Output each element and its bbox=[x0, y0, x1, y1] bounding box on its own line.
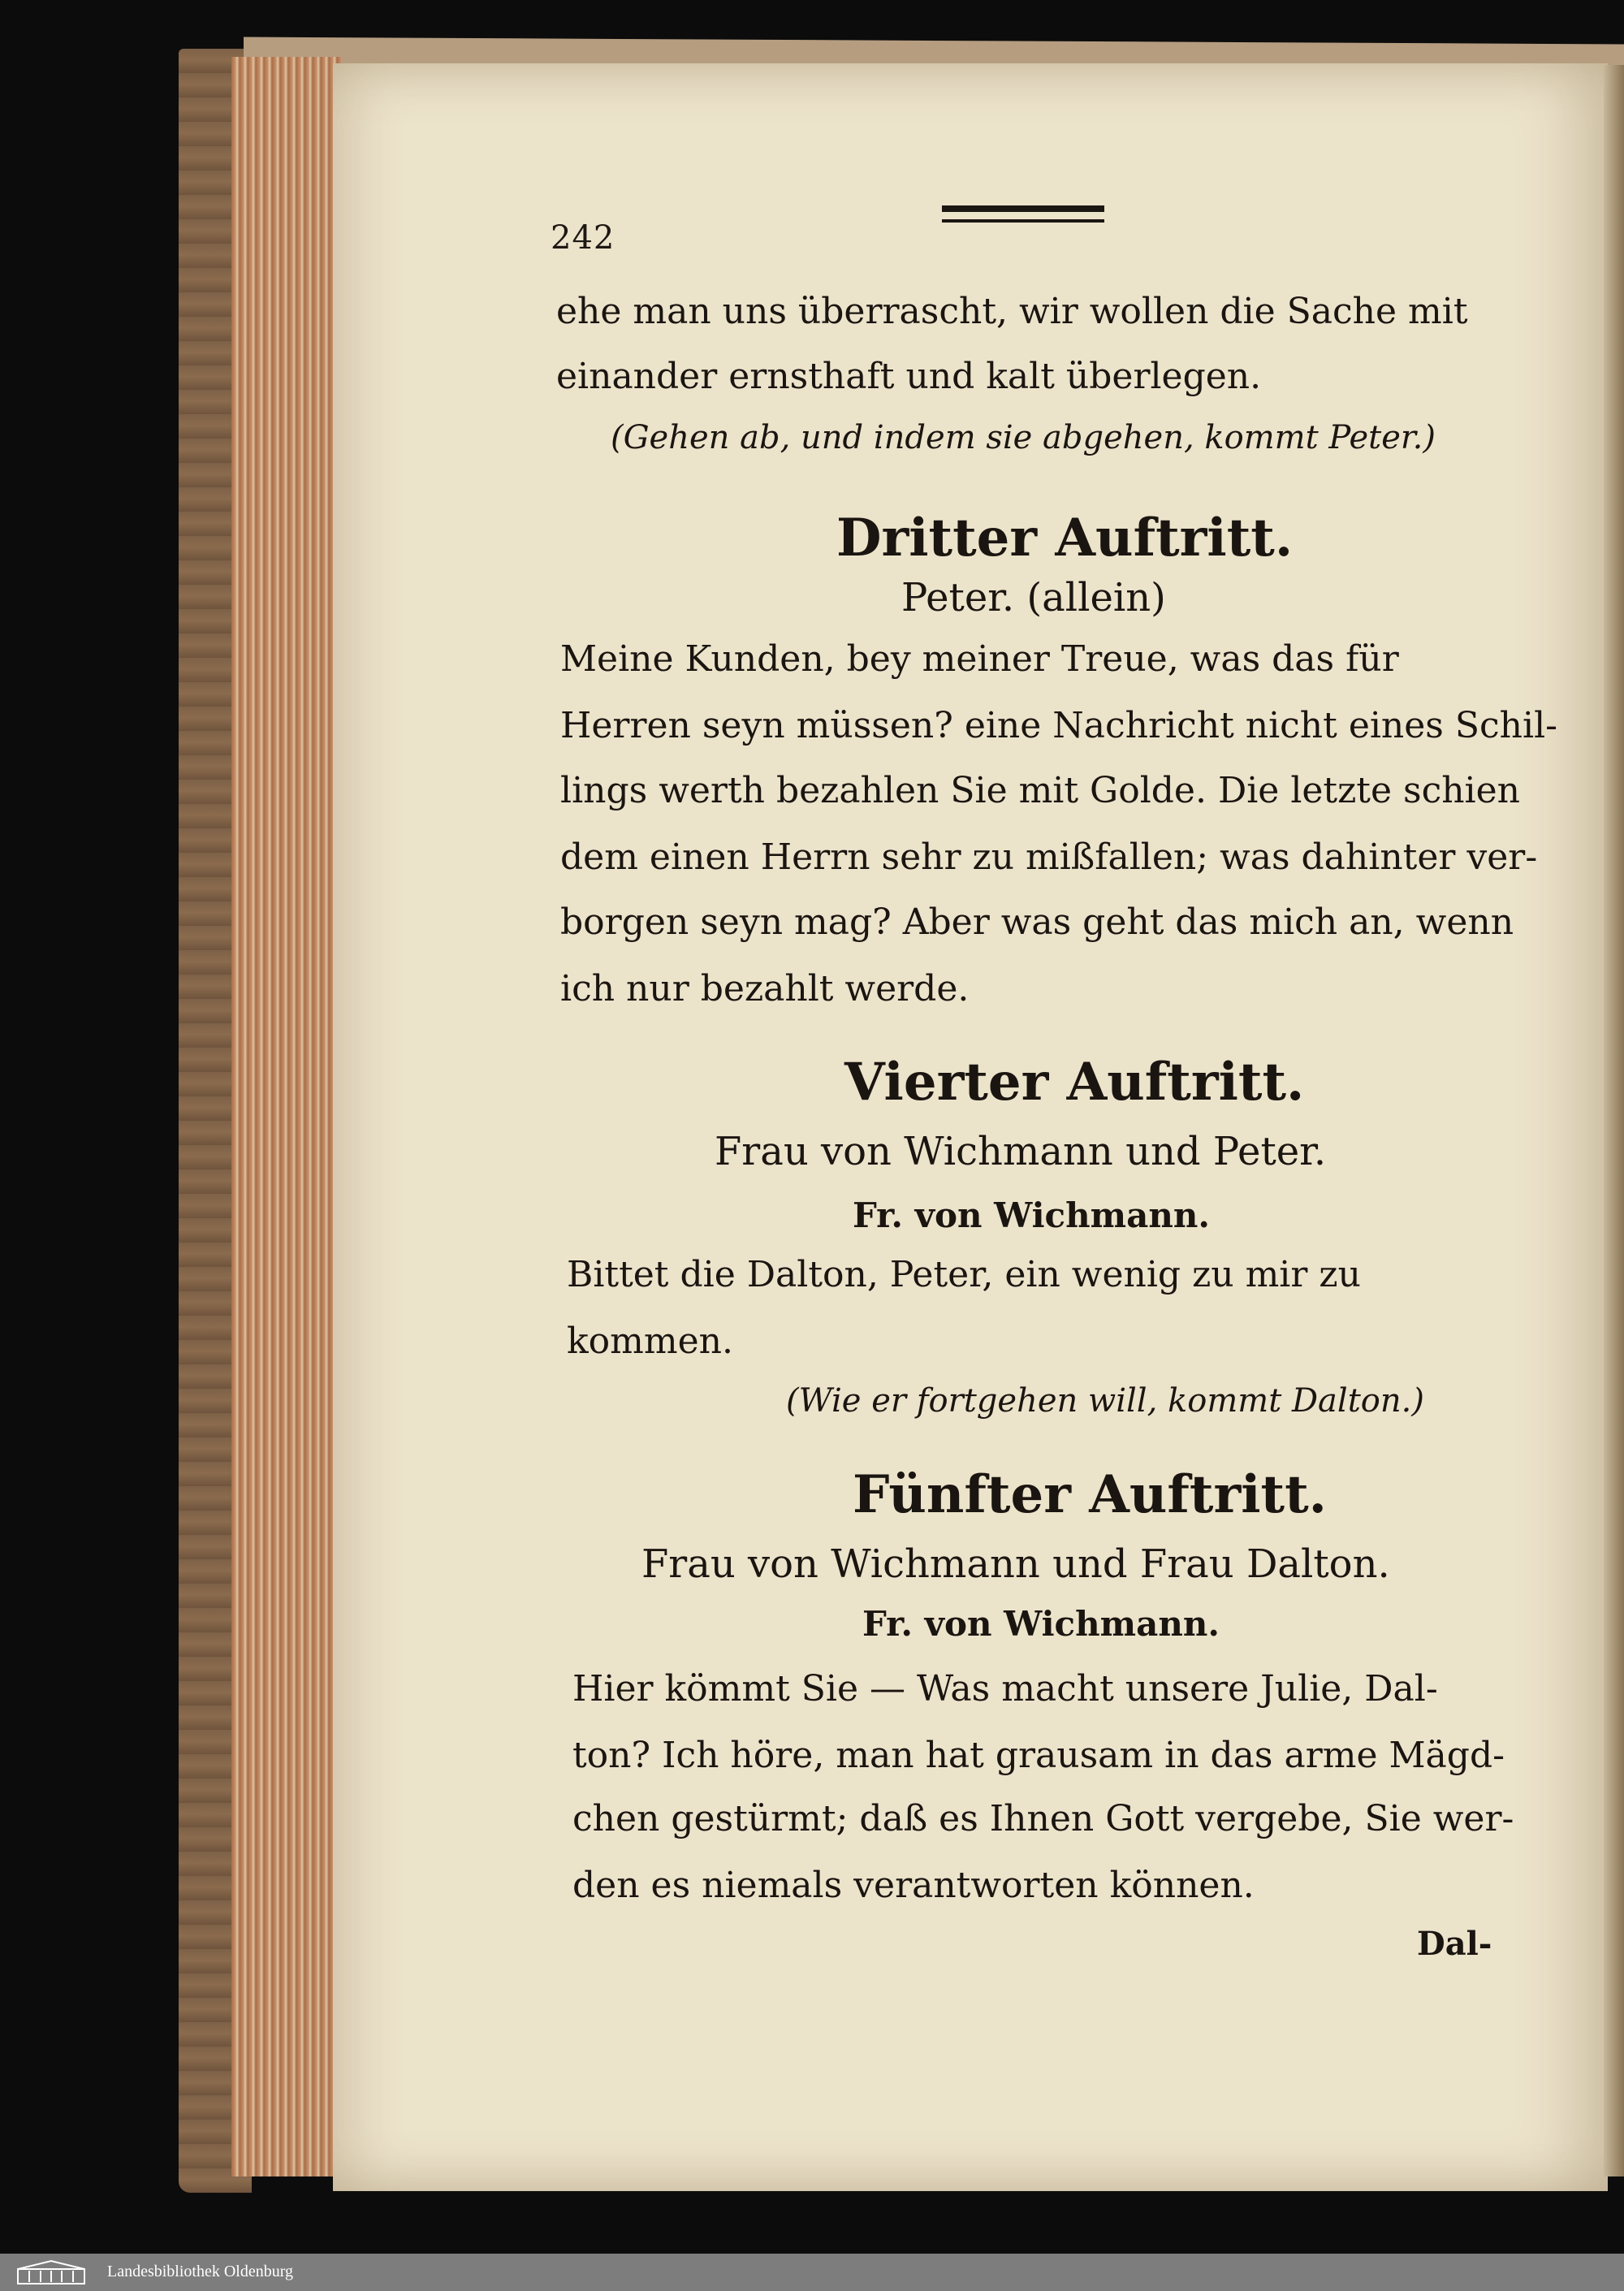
text-line: ehe man uns überrascht, wir wollen die Sache mit bbox=[556, 291, 1468, 332]
stage-direction: (Gehen ab, und indem sie abgehen, kommt Peter.) bbox=[611, 419, 1436, 456]
text-line: den es niemals verantworten können. bbox=[572, 1865, 1255, 1906]
speaker-line: Fr. von Wichmann. bbox=[853, 1195, 1211, 1235]
scene-heading: Vierter Auftritt. bbox=[844, 1052, 1305, 1113]
cast-line: Frau von Wichmann und Peter. bbox=[715, 1129, 1327, 1174]
page-number: 242 bbox=[551, 219, 615, 257]
footer-bar bbox=[0, 2254, 1624, 2291]
text-line: lings werth bezahlen Sie mit Golde. Die letzte schien bbox=[560, 770, 1521, 811]
header-rule-thin bbox=[942, 219, 1104, 223]
text-line: ton? Ich höre, man hat grausam in das arme Mägd- bbox=[572, 1735, 1505, 1776]
text-line: Herren seyn müssen? eine Nachricht nicht eines Schil- bbox=[560, 705, 1558, 746]
header-rule-thick bbox=[942, 205, 1104, 212]
text-line: Meine Kunden, bey meiner Treue, was das für bbox=[560, 638, 1399, 680]
catchword: Dal- bbox=[1417, 1925, 1492, 1963]
page-edges bbox=[231, 57, 341, 2176]
text-line: dem einen Herrn sehr zu mißfallen; was dahinter ver- bbox=[560, 836, 1538, 878]
stage-direction: (Wie er fortgehen will, kommt Dalton.) bbox=[786, 1382, 1424, 1420]
text-line: borgen seyn mag? Aber was geht das mich an, wenn bbox=[560, 901, 1514, 943]
text-line: kommen. bbox=[567, 1321, 733, 1362]
text-line: chen gestürmt; daß es Ihnen Gott vergebe, Sie wer- bbox=[572, 1798, 1514, 1839]
text-line: einander ernsthaft und kalt überlegen. bbox=[556, 356, 1262, 397]
text-line: Hier kömmt Sie — Was macht unsere Julie, Dal- bbox=[572, 1668, 1438, 1710]
page-gutter bbox=[1604, 65, 1624, 2176]
speaker-line: Peter. (allein) bbox=[901, 575, 1166, 620]
text-line: Bittet die Dalton, Peter, ein wenig zu mir zu bbox=[567, 1254, 1361, 1295]
library-building-icon bbox=[15, 2259, 88, 2285]
speaker-line: Fr. von Wichmann. bbox=[862, 1604, 1220, 1644]
institution-name: Landesbibliothek Oldenburg bbox=[107, 2263, 294, 2280]
cast-line: Frau von Wichmann und Frau Dalton. bbox=[641, 1541, 1390, 1587]
scene-heading: Fünfter Auftritt. bbox=[853, 1464, 1327, 1525]
text-line: ich nur bezahlt werde. bbox=[560, 968, 970, 1009]
scene-heading: Dritter Auftritt. bbox=[836, 508, 1294, 568]
